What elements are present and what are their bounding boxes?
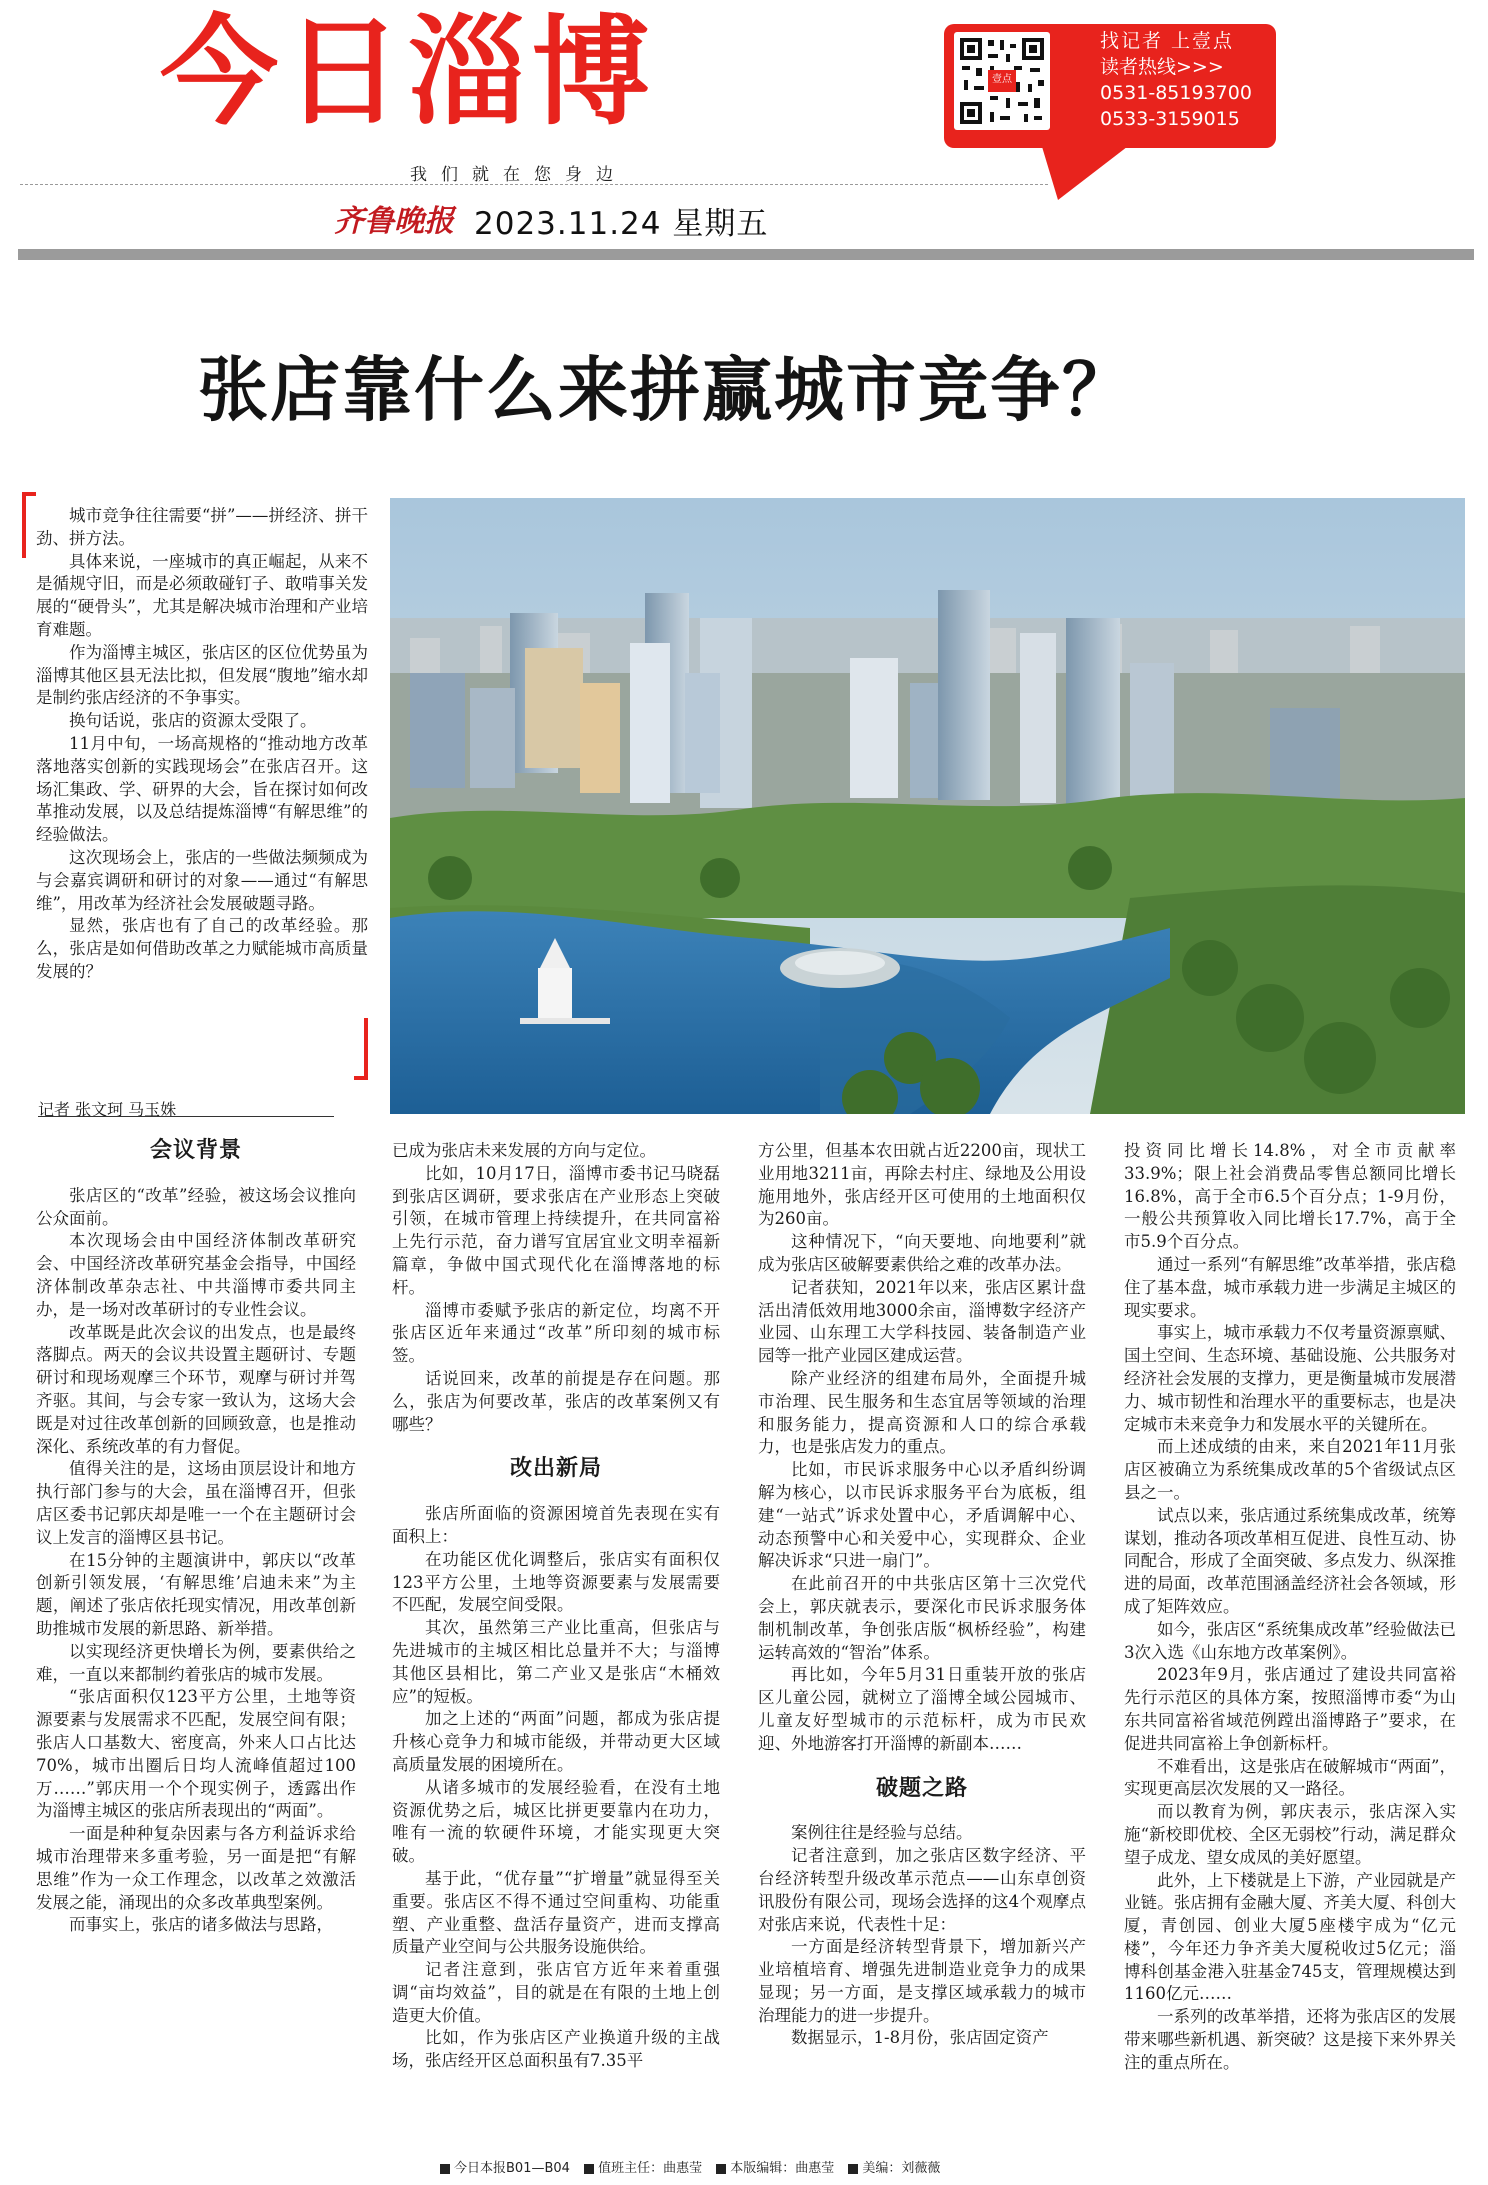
body-paragraph: 在功能区优化调整后，张店实有面积仅123平方公里，土地等资源要素与发展需要不匹配，发展空间受限。 <box>392 1549 720 1615</box>
body-paragraph: 这种情况下，“向天要地、向地要利”就成为张店区破解要素供给之难的改革办法。 <box>758 1232 1086 1274</box>
body-paragraph: 值得关注的是，这场由顶层设计和地方执行部门参与的大会，虽在淄博召开，但张店区委书记郭庆却是唯一一个在主题研讨会议上发言的淄博区县书记。 <box>36 1459 356 1547</box>
body-paragraph: 而上述成绩的由来，来自2021年11月张店区被确立为系统集成改革的5个省级试点区县之一。 <box>1124 1437 1456 1502</box>
hotline-line1: 找记者 上壹点 <box>1100 30 1235 52</box>
bullet-square-icon <box>716 2164 726 2174</box>
body-paragraph: 试点以来，张店通过系统集成改革，统筹谋划，推动各项改革相互促进、良性互动、协同配合，形成了全面突破、多点发力、纵深推进的局面，改革范围涵盖经济社会各领域，形成了矩阵效应。 <box>1124 1505 1456 1616</box>
body-paragraph: 改革既是此次会议的出发点，也是最终落脚点。两天的会议共设置主题研讨、专题研讨和现场观摩三个环节，观摩与研讨并驾齐驱。其间，与会专家一致认为，这场大会既是对过往改革创新的回顾致意，也是推动深化、系统改革的有力督促。 <box>36 1322 356 1456</box>
byline: 记者 张文珂 马玉姝 <box>38 1100 177 1119</box>
body-paragraph: 除产业经济的组建布局外，全面提升城市治理、民生服务和生态宜居等领域的治理和服务能力，提高资源和人口的综合承载力，也是张店发力的重点。 <box>758 1368 1086 1457</box>
body-paragraph: 一面是种种复杂因素与各方利益诉求给城市治理带来多重考验，另一面是把“有解思维”作为一众工作理念，以改革之效激活发展之能，涌现出的众多改革典型案例。 <box>36 1824 356 1912</box>
issue-date: 2023.11.24 星期五 <box>474 206 769 242</box>
article-column-4 <box>1124 1140 1456 2075</box>
body-paragraph: 张店所面临的资源困境首先表现在实有面积上： <box>392 1504 720 1546</box>
body-paragraph: 如今，张店区“系统集成改革”经验做法已3次入选《山东地方改革案例》。 <box>1124 1619 1456 1662</box>
bullet-square-icon <box>440 2164 450 2174</box>
body-paragraph: 通过一系列“有解思维”改革举措，张店稳住了基本盘，城市承载力进一步满足主城区的现实要求。 <box>1124 1254 1456 1320</box>
bullet-square-icon <box>584 2164 594 2174</box>
body-paragraph: 本次现场会由中国经济体制改革研究会、中国经济改革研究基金会指导，中国经济体制改革杂志社、中共淄博市委共同主办，是一场对改革研讨的专业性会议。 <box>36 1231 356 1319</box>
body-paragraph: 比如，10月17日，淄博市委书记马晓磊到张店区调研，要求张店在产业形态上突破引领，在城市管理上持续提升，在共同富裕上先行示范，奋力谱写宜居宜业文明幸福新篇章，争做中国式现代化在淄博落地的标杆。 <box>392 1163 720 1297</box>
footer-item: 今日本报B01—B04 <box>454 2161 570 2176</box>
page-footer <box>440 2157 950 2176</box>
lede-paragraph: 具体来说，一座城市的真正崛起，从来不是循规守旧，而是必须敢碰钉子、敢啃事关发展的“硬骨头”，尤其是解决城市治理和产业培育难题。 <box>36 551 368 639</box>
body-paragraph: 方公里，但基本农田就占近2200亩，现状工业用地3211亩，再除去村庄、绿地及公用设施用地外，张店经开区可使用的土地面积仅为260亩。 <box>758 1141 1086 1229</box>
lede-paragraph: 显然，张店也有了自己的改革经验。那么，张店是如何借助改革之力赋能城市高质量发展的？ <box>36 916 368 981</box>
body-paragraph: 投资同比增长14.8%，对全市贡献率33.9%；限上社会消费品零售总额同比增长16.8%，高于全市6.5个百分点；1-9月份，一般公共预算收入同比增长17.7%，高于全市5.9个百分点。 <box>1124 1141 1456 1252</box>
body-paragraph: 比如，市民诉求服务中心以矛盾纠纷调解为核心，以市民诉求服务平台为底板，组建“一站式”诉求处置中心，矛盾调解中心、动态预警中心和关爱中心，实现群众、企业解决诉求“只进一扇门”。 <box>758 1460 1086 1571</box>
section-heading: 改出新局 <box>509 1456 602 1482</box>
qr-caption: 壹点 <box>992 74 1012 85</box>
body-paragraph: 基于此，“优存量”“扩增量”就显得至关重要。张店区不得不通过空间重构、功能重塑、产业重整、盘活存量资产，进而支撑高质量产业空间与公共服务设施供给。 <box>392 1868 720 1957</box>
body-paragraph: 张店区的“改革”经验，被这场会议推向公众面前。 <box>36 1185 356 1228</box>
body-paragraph: 淄博市委赋予张店的新定位，均离不开张店区近年来通过“改革”所印刻的城市标签。 <box>392 1300 720 1366</box>
body-paragraph: 一方面是经济转型背景下，增加新兴产业培植培育、增强先进制造业竞争力的成果显现；另一方面，是支撑区域承载力的城市治理能力的进一步提升。 <box>758 1937 1086 2025</box>
masthead-rule <box>18 249 1474 260</box>
hotline-box-tail <box>1040 140 1136 200</box>
masthead-slogan: 我们就在您身边 <box>410 165 627 185</box>
body-paragraph: 在15分钟的主题演讲中，郭庆以“改革创新引领发展，‘有解思维’启迪未来”为主题，阐述了张店依托现实情况，用改革创新助推城市发展的新思路、新举措。 <box>36 1550 356 1638</box>
body-paragraph: 在此前召开的中共张店区第十三次党代会上，郭庆就表示，要深化市民诉求服务体制机制改革，争创张店版“枫桥经验”，构建运转高效的“智治”体系。 <box>758 1574 1086 1662</box>
page-headline: 张店靠什么来拼赢城市竞争？ <box>198 348 1134 431</box>
body-paragraph: 比如，作为张店区产业换道升级的主战场，张店经开区总面积虽有7.35平 <box>392 2028 720 2071</box>
lede-paragraph: 11月中旬，一场高规格的“推动地方改革落地落实创新的实践现场会”在张店召开。这场汇集政、学、研界的大会，旨在探讨如何改革推动发展，以及总结提炼淄博“有解思维”的经验做法。 <box>36 733 368 845</box>
lede-bracket-bottom <box>354 1018 368 1080</box>
section-heading: 会议背景 <box>149 1138 242 1163</box>
paper-logo: 齐鲁晚报 <box>334 204 454 239</box>
section-heading: 破题之路 <box>875 1775 968 1801</box>
footer-item: 值班主任：曲惠莹 <box>598 2161 703 2176</box>
body-paragraph: 其次，虽然第三产业比重高，但张店与先进城市的主城区相比总量并不大；与淄博其他区县相比，第二产业又是张店“木桶效应”的短板。 <box>392 1618 720 1706</box>
body-paragraph: 加之上述的“两面”问题，都成为张店提升核心竞争力和城市能级，并带动更大区域高质量发展的困境所在。 <box>392 1709 720 1774</box>
body-paragraph: “张店面积仅123平方公里，土地等资源要素与发展需求不匹配，发展空间有限；张店人口基数大、密度高，外来人口占比达70%，城市出圈后日均人流峰值超过100万……”郭庆用一个个现实例子，透露出作为淄博主城区的张店所表现出的“两面”。 <box>36 1687 356 1821</box>
body-paragraph: 不难看出，这是张店在破解城市“两面”，实现更高层次发展的又一路径。 <box>1124 1756 1456 1799</box>
body-paragraph: 一系列的改革举措，还将为张店区的发展带来哪些新机遇、新突破？这是接下来外界关注的重点所在。 <box>1124 2007 1456 2072</box>
article-column-3 <box>758 1140 1086 2050</box>
body-paragraph: 再比如，今年5月31日重装开放的张店区儿童公园，就树立了淄博全域公园城市、儿童友好型城市的示范标杆，成为市民欢迎、外地游客打开淄博的新副本…… <box>758 1665 1086 1753</box>
body-paragraph: 话说回来，改革的前提是存在问题。那么，张店为何要改革，张店的改革案例又有哪些？ <box>392 1368 720 1434</box>
lede-paragraph: 换句话说，张店的资源太受限了。 <box>69 711 317 731</box>
hotline-phone1[interactable]: 0531-85193700 <box>1100 82 1252 104</box>
body-paragraph: 记者注意到，张店官方近年来着重强调“亩均效益”，目的就是在有限的土地上创造更大价值。 <box>392 1960 720 2025</box>
body-paragraph: 已成为张店未来发展的方向与定位。 <box>392 1141 656 1160</box>
lede-paragraph: 这次现场会上，张店的一些做法频频成为与会嘉宾调研和研讨的对象——通过“有解思维”，用改革为经济社会发展破题寻路。 <box>36 847 368 913</box>
body-paragraph: 记者注意到，加之张店区数字经济、平台经济转型升级改革示范点——山东卓创资讯股份有限公司，现场会选择的这4个观摩点对张店来说，代表性十足： <box>758 1846 1086 1934</box>
lede-paragraph: 城市竞争往往需要“拼”——拼经济、拼干劲、拼方法。 <box>36 506 368 548</box>
lede-paragraph: 作为淄博主城区，张店区的区位优势虽为淄博其他区县无法比拟，但发展“腹地”缩水却是制约张店经济的不争事实。 <box>36 642 368 708</box>
body-paragraph: 而以教育为例，郭庆表示，张店深入实施“新校即优校、全区无弱校”行动，满足群众望子成龙、望女成凤的美好愿望。 <box>1124 1802 1456 1867</box>
lede-block <box>36 505 368 984</box>
body-paragraph: 从诸多城市的发展经验看，在没有土地资源优势之后，城区比拼更要靠内在功力，唯有一流的软硬件环境，才能实现更大突破。 <box>392 1777 720 1866</box>
body-paragraph: 案例往往是经验与总结。 <box>791 1823 973 1843</box>
body-paragraph: 数据显示，1-8月份，张店固定资产 <box>791 2028 1049 2048</box>
hotline-phone2[interactable]: 0533-3159015 <box>1100 108 1240 130</box>
article-column-1 <box>36 1140 356 1937</box>
bullet-square-icon <box>848 2164 858 2174</box>
masthead-title: 今日淄博 <box>160 3 657 141</box>
lede-bracket-top <box>22 492 36 558</box>
byline-rule <box>38 1116 334 1117</box>
body-paragraph: 而事实上，张店的诸多做法与思路， <box>69 1915 333 1935</box>
hotline-line2: 读者热线>>> <box>1100 56 1224 78</box>
article-column-2 <box>392 1140 720 2073</box>
footer-item: 本版编辑：曲惠莹 <box>730 2161 835 2176</box>
body-paragraph: 记者获知，2021年以来，张店区累计盘活出清低效用地3000余亩，淄博数字经济产业园、山东理工大学科技园、装备制造产业园等一批产业园区建成运营。 <box>758 1277 1086 1366</box>
body-paragraph: 事实上，城市承载力不仅考量资源禀赋、国土空间、生态环境、基础设施、公共服务对经济社会发展的支撑力，更是衡量城市发展潜力、城市韧性和治理水平的重要标志，也是决定城市未来竞争力和发展水平的关键所在。 <box>1124 1323 1456 1434</box>
body-paragraph: 此外，上下楼就是上下游，产业园就是产业链。张店拥有金融大厦、齐美大厦、科创大厦，青创园、创业大厦5座楼宇成为“亿元楼”，今年还力争齐美大厦税收过5亿元；淄博科创基金港入驻基金745支，管理规模达到1160亿元…… <box>1124 1870 1456 2004</box>
footer-item: 美编：刘薇薇 <box>862 2161 941 2176</box>
body-paragraph: 以实现经济更快增长为例，要素供给之难，一直以来都制约着张店的城市发展。 <box>36 1641 356 1684</box>
body-paragraph: 2023年9月，张店通过了建设共同富裕先行示范区的具体方案，按照淄博市委“为山东共同富裕省域范例蹚出淄博路子”要求，在促进共同富裕上争创新标杆。 <box>1124 1665 1456 1753</box>
city-aerial-photo <box>390 498 1465 1114</box>
hotline-text <box>1100 28 1252 132</box>
